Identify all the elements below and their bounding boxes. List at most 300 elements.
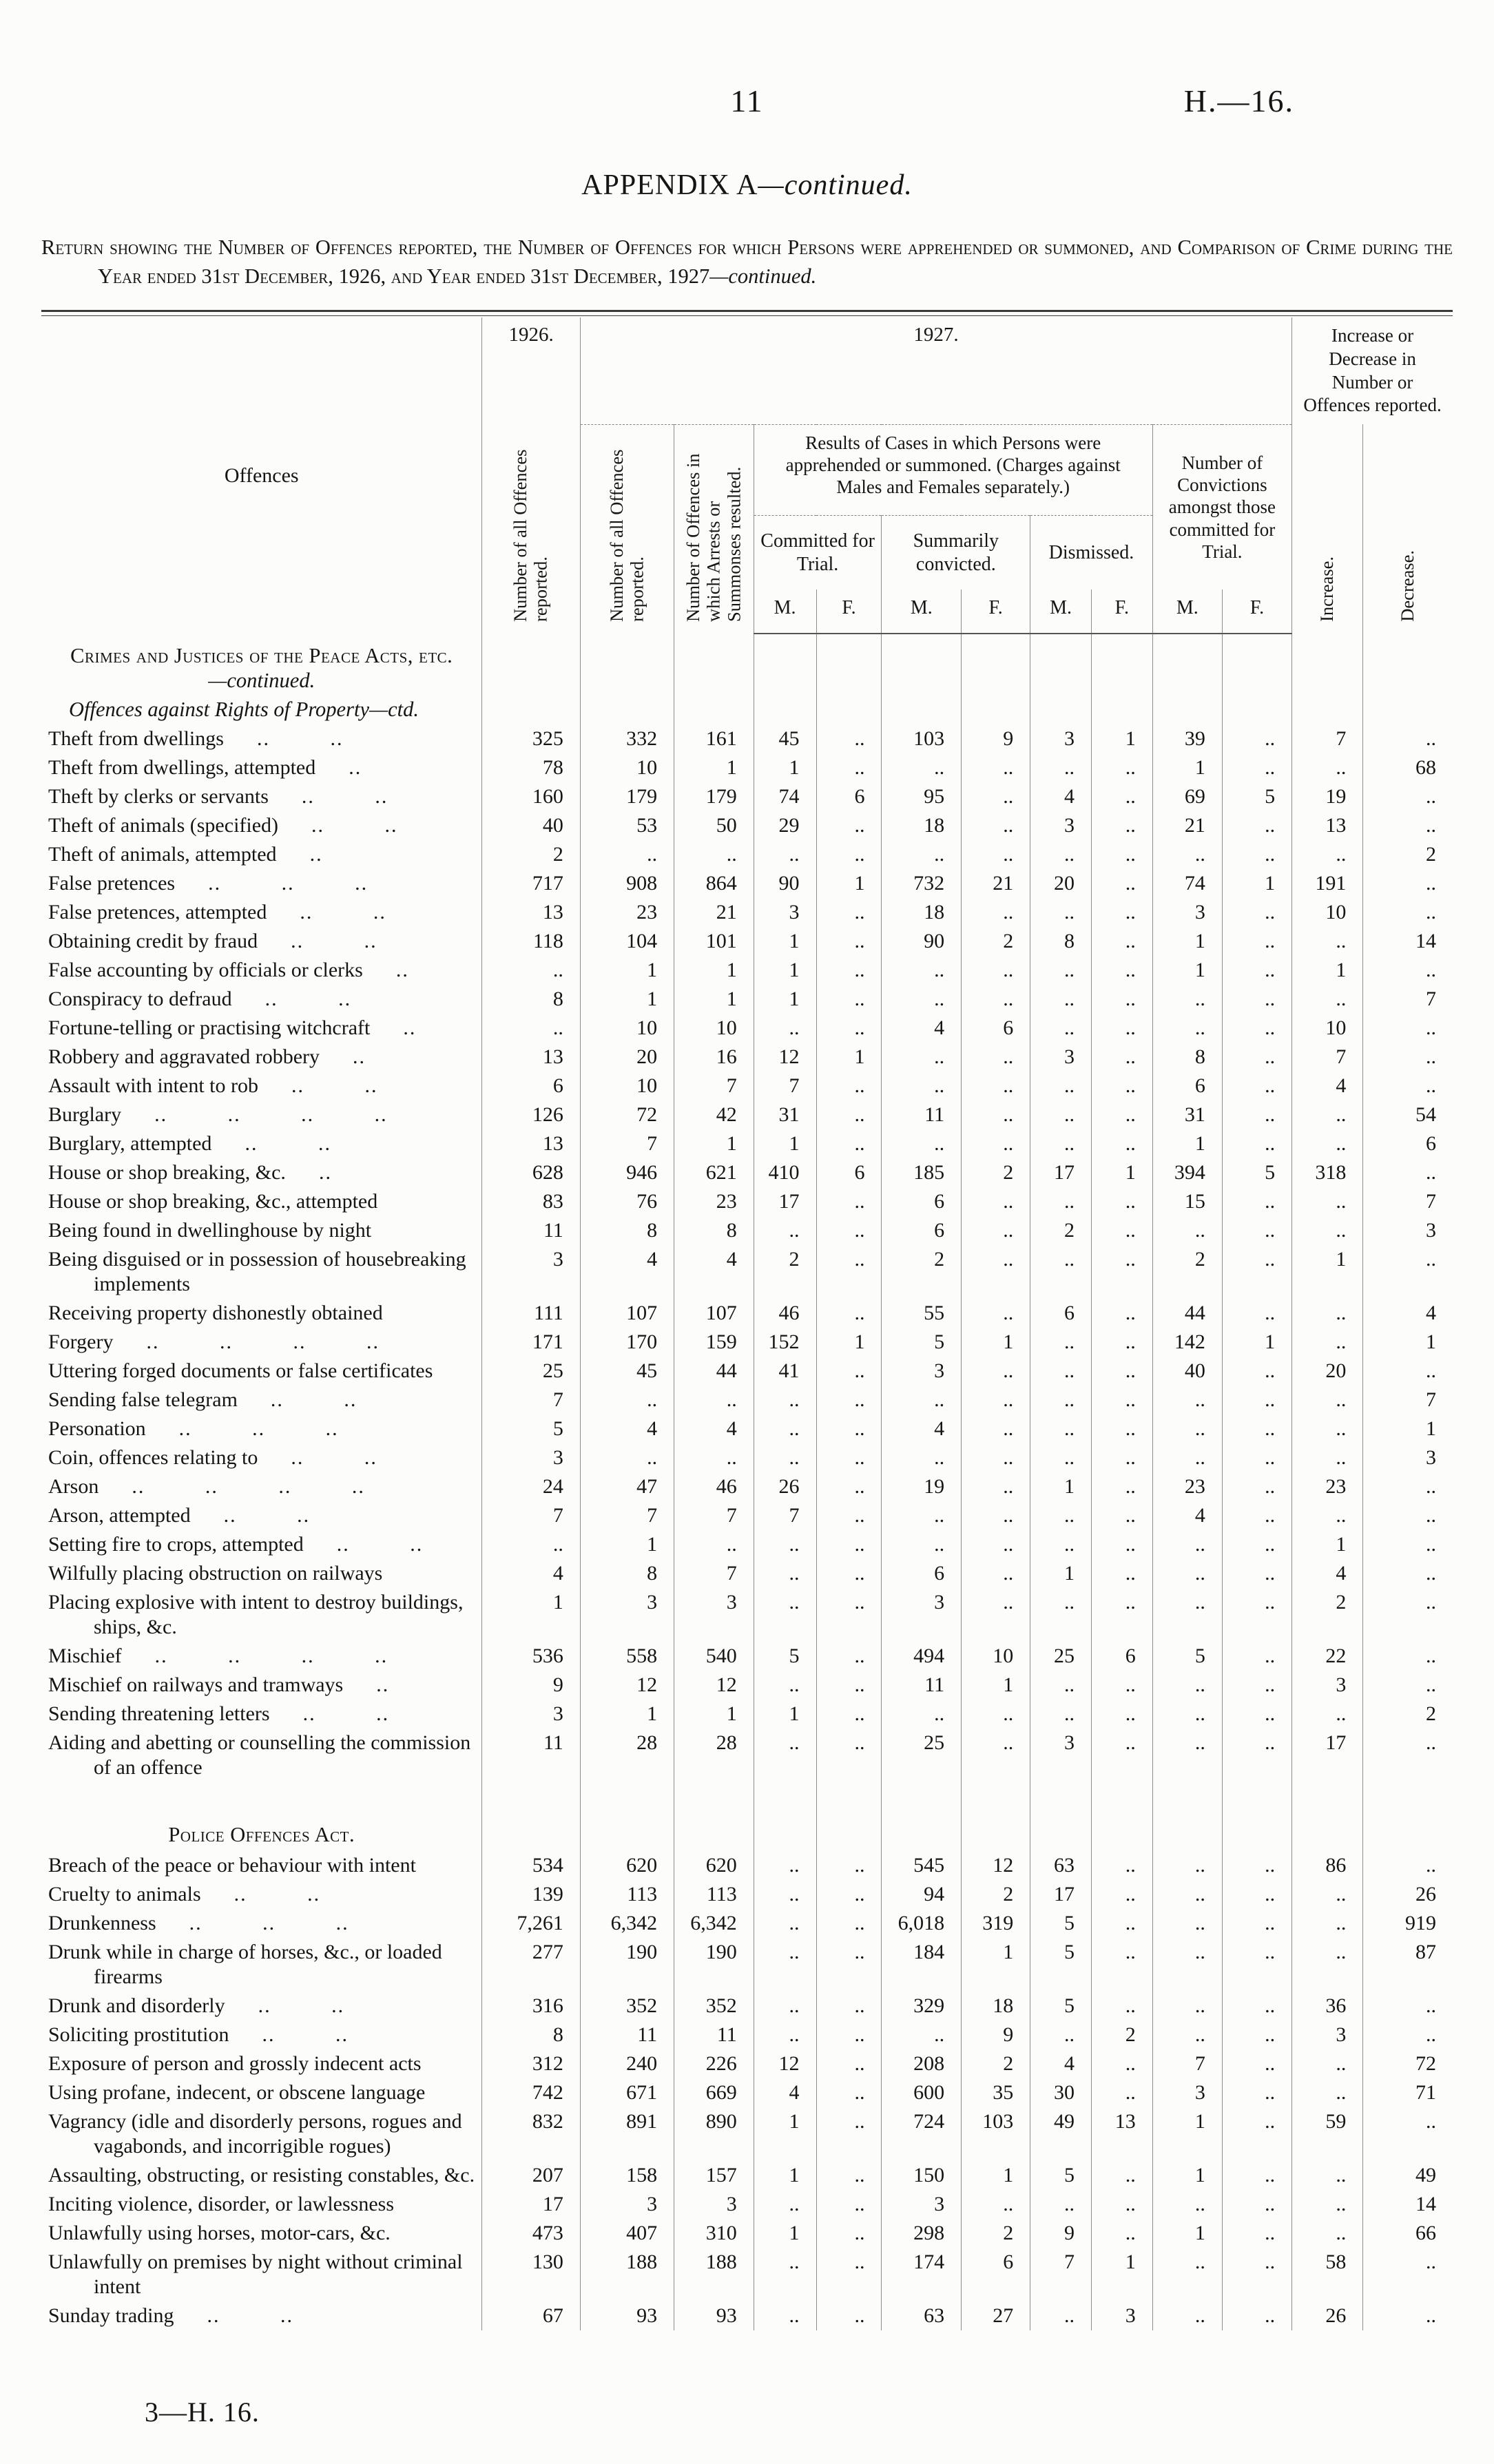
value-cell: 6 (1030, 1299, 1092, 1328)
value-cell: 1 (580, 1530, 674, 1559)
value-cell: 90 (754, 869, 816, 898)
value-cell: .. (1222, 1530, 1291, 1559)
value-cell: 5 (1030, 1938, 1092, 1992)
value-cell: .. (1030, 1414, 1092, 1443)
value-cell: 1 (1292, 1245, 1363, 1299)
value-cell: 1 (754, 2107, 816, 2161)
value-cell: 1 (1152, 753, 1222, 782)
value-cell: 69 (1152, 782, 1222, 811)
offence-name-text: False accounting by officials or clerks (48, 959, 363, 982)
value-cell: 66 (1363, 2219, 1453, 2248)
offence-name-text: Drunk while in charge of horses, &c., or loaded firearms (48, 1941, 442, 1989)
offence-name (41, 1129, 482, 1158)
value-cell: .. (1091, 753, 1152, 782)
leader-dots: .. (353, 1045, 366, 1069)
value-cell: 17 (754, 1187, 816, 1216)
value-cell: 3 (1030, 1043, 1092, 1072)
value-cell: .. (1222, 1501, 1291, 1530)
value-cell: 318 (1292, 1158, 1363, 1187)
value-cell: 1 (1030, 1472, 1092, 1501)
value-cell: 23 (674, 1187, 754, 1216)
value-cell: 332 (580, 724, 674, 753)
value-cell: 74 (754, 782, 816, 811)
value-cell: .. (1030, 1072, 1092, 1100)
value-cell: 10 (962, 1642, 1030, 1671)
value-cell: 1 (1363, 1328, 1453, 1357)
offence-name-text: Inciting violence, disorder, or lawlessness (48, 2193, 395, 2216)
column-header-convictions-female: F. (1222, 589, 1291, 634)
value-cell: .. (816, 1671, 882, 1700)
offence-row (41, 1014, 1453, 1043)
value-cell: 2 (1363, 1700, 1453, 1729)
leader-dots: .. .. .. (189, 1912, 349, 1935)
value-cell: .. (816, 753, 882, 782)
value-cell: 1 (580, 1700, 674, 1729)
value-cell: .. (1292, 1216, 1363, 1245)
value-cell: .. (1222, 1414, 1291, 1443)
value-cell: .. (1152, 1588, 1222, 1642)
value-cell: .. (1363, 1158, 1453, 1187)
value-cell: 14 (1363, 927, 1453, 956)
value-cell: 126 (482, 1100, 580, 1129)
offence-name-text: Theft of animals, attempted (48, 843, 277, 866)
value-cell (1292, 1782, 1363, 1851)
leader-dots: .. .. (291, 930, 377, 953)
value-cell: 93 (674, 2301, 754, 2330)
value-cell: .. (816, 927, 882, 956)
value-cell: 23 (1152, 1472, 1222, 1501)
value-cell: 19 (1292, 782, 1363, 811)
value-cell: 7 (1292, 724, 1363, 753)
value-cell: .. (754, 1880, 816, 1909)
value-cell: .. (1222, 2049, 1291, 2078)
value-cell: 1 (580, 985, 674, 1014)
offence-row (41, 1642, 1453, 1671)
column-header-1927: 1927. (580, 317, 1291, 424)
value-cell: 17 (1030, 1158, 1092, 1187)
value-cell: .. (1091, 1851, 1152, 1880)
value-cell: 1 (1152, 927, 1222, 956)
value-cell: .. (1363, 782, 1453, 811)
offence-row (41, 2021, 1453, 2049)
value-cell: 54 (1363, 1100, 1453, 1129)
value-cell: .. (816, 1014, 882, 1043)
leader-dots: .. (403, 1016, 417, 1040)
offence-name (41, 898, 482, 927)
value-cell: 1 (816, 869, 882, 898)
value-cell (962, 1782, 1030, 1851)
offence-row (41, 1386, 1453, 1414)
value-cell: 2 (882, 1245, 962, 1299)
offence-row (41, 1158, 1453, 1187)
value-cell: .. (1222, 1187, 1291, 1216)
column-header-1927-reported: Number of all Offences reported. (580, 424, 674, 634)
value-cell: .. (1030, 1187, 1092, 1216)
value-cell: .. (754, 2021, 816, 2049)
value-cell: .. (1091, 1043, 1152, 1072)
value-cell: 1 (962, 1328, 1030, 1357)
value-cell: .. (1152, 1014, 1222, 1043)
value-cell: 724 (882, 2107, 962, 2161)
value-cell: 152 (754, 1328, 816, 1357)
value-cell: .. (962, 1357, 1030, 1386)
value-cell: 5 (1222, 1158, 1291, 1187)
value-cell: .. (1152, 2301, 1222, 2330)
value-cell: .. (1222, 898, 1291, 927)
value-cell: .. (1091, 1909, 1152, 1938)
value-cell: 3 (482, 1700, 580, 1729)
offence-name-text: Arson (48, 1475, 99, 1499)
offence-row (41, 1299, 1453, 1328)
value-cell: 13 (482, 1129, 580, 1158)
offence-row (41, 1472, 1453, 1501)
value-cell: 3 (1363, 1216, 1453, 1245)
offence-row (41, 1357, 1453, 1386)
value-cell: 1 (754, 2219, 816, 2248)
offence-name-text: Arson, attempted (48, 1504, 191, 1527)
value-cell: 22 (1292, 1642, 1363, 1671)
value-cell: .. (1292, 1187, 1363, 1216)
value-cell: 11 (482, 1216, 580, 1245)
leader-dots: .. .. (264, 988, 352, 1011)
value-cell: .. (1222, 2190, 1291, 2219)
value-cell: .. (1091, 985, 1152, 1014)
value-cell: 1 (816, 1043, 882, 1072)
value-cell: 329 (882, 1992, 962, 2021)
leader-dots: .. .. (234, 1883, 321, 1906)
value-cell: 44 (1152, 1299, 1222, 1328)
value-cell (1363, 1782, 1453, 1851)
offence-name-text: Theft from dwellings (48, 727, 224, 751)
value-cell: 1 (1152, 1129, 1222, 1158)
value-cell: 5 (1030, 2161, 1092, 2190)
value-cell: .. (754, 1443, 816, 1472)
value-cell: .. (1091, 840, 1152, 869)
value-cell: 7 (1292, 1043, 1363, 1072)
value-cell: 536 (482, 1642, 580, 1671)
value-cell (962, 697, 1030, 724)
offence-name (41, 1938, 482, 1992)
value-cell: 6 (1152, 1072, 1222, 1100)
offence-name-text: Vagrancy (idle and disorderly persons, rogues and vagabonds, and incorrigible rogues) (48, 2110, 462, 2158)
offence-name (41, 1216, 482, 1245)
value-cell: 2 (962, 1158, 1030, 1187)
value-cell: .. (1222, 956, 1291, 985)
value-cell: 1 (1152, 2107, 1222, 2161)
value-cell: 7 (754, 1501, 816, 1530)
offence-name-text: Theft of animals (specified) (48, 814, 279, 837)
offence-name-text: Being found in dwellinghouse by night (48, 1219, 372, 1242)
value-cell: .. (754, 2190, 816, 2219)
value-cell: .. (1091, 1443, 1152, 1472)
value-cell: .. (1222, 724, 1291, 753)
offence-name-text: Drunkenness (48, 1912, 156, 1935)
offence-name (41, 1700, 482, 1729)
value-cell: 74 (1152, 869, 1222, 898)
value-cell: 3 (1030, 724, 1092, 753)
value-cell: 179 (580, 782, 674, 811)
value-cell: .. (816, 1530, 882, 1559)
value-cell: 352 (674, 1992, 754, 2021)
value-cell: 208 (882, 2049, 962, 2078)
value-cell: .. (962, 1245, 1030, 1299)
value-cell: .. (962, 1072, 1030, 1100)
value-cell: 310 (674, 2219, 754, 2248)
value-cell: 473 (482, 2219, 580, 2248)
value-cell: 185 (882, 1158, 962, 1187)
value-cell: 3 (1292, 1671, 1363, 1700)
offence-row (41, 1129, 1453, 1158)
offence-row (41, 898, 1453, 927)
value-cell: 1 (754, 956, 816, 985)
value-cell: .. (962, 840, 1030, 869)
value-cell: 7 (674, 1072, 754, 1100)
value-cell: .. (1091, 1472, 1152, 1501)
value-cell: 58 (1292, 2248, 1363, 2301)
value-cell: .. (1222, 1851, 1291, 1880)
value-cell: .. (482, 1530, 580, 1559)
value-cell (674, 697, 754, 724)
value-cell: .. (1222, 1880, 1291, 1909)
offence-name (41, 1043, 482, 1072)
value-cell: 68 (1363, 753, 1453, 782)
value-cell: .. (1292, 2049, 1363, 2078)
value-cell: .. (1222, 1072, 1291, 1100)
value-cell: .. (962, 1472, 1030, 1501)
value-cell: .. (1091, 2078, 1152, 2107)
leader-dots: .. .. (336, 1533, 424, 1556)
value-cell: 919 (1363, 1909, 1453, 1938)
value-cell: 11 (674, 2021, 754, 2049)
offence-name-text: Mischief (48, 1645, 122, 1668)
value-cell: 17 (1030, 1880, 1092, 1909)
offence-row (41, 2107, 1453, 2161)
value-cell: .. (1152, 1386, 1222, 1414)
section-subheading: Offences against Rights of Property—ctd. (69, 698, 419, 722)
value-cell: 31 (1152, 1100, 1222, 1129)
column-header-dismissed: Dismissed. (1030, 516, 1153, 590)
value-cell: .. (816, 840, 882, 869)
value-cell: .. (674, 840, 754, 869)
offence-row (41, 2049, 1453, 2078)
value-cell: .. (1222, 1014, 1291, 1043)
value-cell: .. (1363, 1530, 1453, 1559)
value-cell: 95 (882, 782, 962, 811)
appendix-title (41, 169, 1453, 202)
value-cell: .. (1292, 1443, 1363, 1472)
value-cell: 171 (482, 1328, 580, 1357)
offence-row (41, 1443, 1453, 1472)
value-cell: 17 (1292, 1729, 1363, 1782)
value-cell: .. (816, 1729, 882, 1782)
value-cell: .. (1222, 1559, 1291, 1588)
value-cell: .. (1091, 1187, 1152, 1216)
value-cell: 4 (1030, 782, 1092, 811)
value-cell: .. (1222, 2161, 1291, 2190)
offence-row (41, 1187, 1453, 1216)
value-cell: 7 (674, 1501, 754, 1530)
value-cell: .. (1363, 724, 1453, 753)
column-header-dismissed-male: M. (1030, 589, 1092, 634)
offence-name (41, 2190, 482, 2219)
value-cell: 1 (962, 2161, 1030, 2190)
value-cell: .. (1152, 1729, 1222, 1782)
value-cell: .. (962, 782, 1030, 811)
value-cell: 45 (754, 724, 816, 753)
value-cell: 6 (882, 1187, 962, 1216)
offence-name (41, 1100, 482, 1129)
value-cell: .. (580, 1443, 674, 1472)
value-cell: 3 (1152, 898, 1222, 927)
value-cell: .. (1030, 1501, 1092, 1530)
value-cell: .. (1222, 985, 1291, 1014)
column-header-offences: Offences (224, 463, 299, 487)
value-cell: .. (882, 1072, 962, 1100)
value-cell: .. (1222, 1909, 1291, 1938)
value-cell: 394 (1152, 1158, 1222, 1187)
value-cell: .. (882, 840, 962, 869)
value-cell: 671 (580, 2078, 674, 2107)
value-cell (882, 697, 962, 724)
value-cell: .. (962, 753, 1030, 782)
value-cell: 13 (1292, 811, 1363, 840)
value-cell: .. (580, 840, 674, 869)
value-cell: 188 (580, 2248, 674, 2301)
value-cell: 207 (482, 2161, 580, 2190)
offence-row (41, 2161, 1453, 2190)
value-cell: 10 (1292, 1014, 1363, 1043)
value-cell: .. (1222, 1700, 1291, 1729)
value-cell: 226 (674, 2049, 754, 2078)
value-cell: .. (882, 1043, 962, 1072)
value-cell: 157 (674, 2161, 754, 2190)
offence-name-text: Sunday trading (48, 2304, 174, 2328)
column-header-results: Results of Cases in which Persons were apprehended or summoned. (Charges against Males and Females separately.) (754, 424, 1152, 516)
column-header-summarily-female: F. (962, 589, 1030, 634)
value-cell: 40 (482, 811, 580, 840)
value-cell: .. (1030, 1245, 1092, 1299)
value-cell: .. (1030, 1700, 1092, 1729)
value-cell: 8 (580, 1559, 674, 1588)
value-cell: .. (962, 1129, 1030, 1158)
value-cell: 832 (482, 2107, 580, 2161)
value-cell: 25 (1030, 1642, 1092, 1671)
offence-name (41, 956, 482, 985)
offence-name (41, 1851, 482, 1880)
offence-row (41, 985, 1453, 1014)
value-cell: 352 (580, 1992, 674, 2021)
value-cell: .. (1363, 2301, 1453, 2330)
value-cell: .. (1091, 1386, 1152, 1414)
value-cell: 94 (882, 1880, 962, 1909)
leader-dots: .. (309, 843, 323, 866)
value-cell (1363, 697, 1453, 724)
value-cell (882, 1782, 962, 1851)
value-cell: .. (1091, 1245, 1152, 1299)
value-cell: .. (1363, 1851, 1453, 1880)
leader-dots: .. .. (256, 727, 344, 751)
value-cell (816, 697, 882, 724)
value-cell: 2 (482, 840, 580, 869)
offence-name-text: Uttering forged documents or false certificates (48, 1359, 433, 1383)
value-cell: .. (1091, 927, 1152, 956)
value-cell: 45 (580, 1357, 674, 1386)
column-header-1926-reported: Number of all Offences reported. (482, 424, 580, 634)
value-cell: 3 (1030, 811, 1092, 840)
offence-name-text: Burglary (48, 1103, 122, 1127)
value-cell: 1 (754, 985, 816, 1014)
value-cell: .. (1030, 1328, 1092, 1357)
value-cell: .. (816, 1992, 882, 2021)
value-cell: .. (1222, 1129, 1291, 1158)
value-cell: .. (1292, 1386, 1363, 1414)
offence-name (41, 2219, 482, 2248)
value-cell: .. (1091, 1129, 1152, 1158)
value-cell: .. (816, 2190, 882, 2219)
value-cell: 190 (580, 1938, 674, 1992)
value-cell: .. (1091, 1530, 1152, 1559)
value-cell: 86 (1292, 1851, 1363, 1880)
value-cell: .. (1152, 1216, 1222, 1245)
value-cell: .. (754, 840, 816, 869)
value-cell: 72 (1363, 2049, 1453, 2078)
value-cell: .. (1292, 2078, 1363, 2107)
value-cell: 44 (674, 1357, 754, 1386)
value-cell (1091, 634, 1152, 697)
value-cell: 7 (482, 1501, 580, 1530)
leader-dots: .. .. (245, 1132, 331, 1156)
offence-name (41, 1992, 482, 2021)
value-cell (816, 1782, 882, 1851)
value-cell: .. (816, 1187, 882, 1216)
leader-dots: .. .. .. (208, 872, 369, 895)
value-cell: 494 (882, 1642, 962, 1671)
offence-name-text: Sending threatening letters (48, 1702, 270, 1726)
offence-name-text: Theft from dwellings, attempted (48, 756, 316, 780)
value-cell: 6 (1091, 1642, 1152, 1671)
value-cell: .. (1091, 1880, 1152, 1909)
value-cell: .. (1152, 1443, 1222, 1472)
value-cell: .. (482, 956, 580, 985)
offence-row (41, 1992, 1453, 2021)
offence-row (41, 811, 1453, 840)
value-cell: .. (1091, 1588, 1152, 1642)
value-cell: 26 (1363, 1880, 1453, 1909)
value-cell: .. (1152, 1530, 1222, 1559)
value-cell: .. (754, 2301, 816, 2330)
value-cell: .. (816, 1245, 882, 1299)
offence-row (41, 840, 1453, 869)
value-cell: .. (962, 1043, 1030, 1072)
value-cell: 3 (674, 2190, 754, 2219)
value-cell: .. (1222, 1443, 1291, 1472)
offence-name-text: Cruelty to animals (48, 1883, 201, 1906)
value-cell: .. (1091, 1357, 1152, 1386)
value-cell: 3 (674, 1588, 754, 1642)
offences-table (41, 317, 1453, 2330)
value-cell: 5 (754, 1642, 816, 1671)
offence-name (41, 1299, 482, 1328)
table-header (41, 317, 1453, 634)
value-cell: 628 (482, 1158, 580, 1187)
column-header-increase-decrease: Increase or Decrease in Number or Offences reported. (1292, 317, 1453, 424)
value-cell: 113 (674, 1880, 754, 1909)
column-header-convictions: Number of Convictions amongst those committed for Trial. (1152, 424, 1291, 589)
leader-dots: .. .. (291, 1074, 378, 1098)
value-cell: .. (1363, 1472, 1453, 1501)
value-cell: .. (1152, 1938, 1222, 1992)
value-cell: .. (1152, 1880, 1222, 1909)
